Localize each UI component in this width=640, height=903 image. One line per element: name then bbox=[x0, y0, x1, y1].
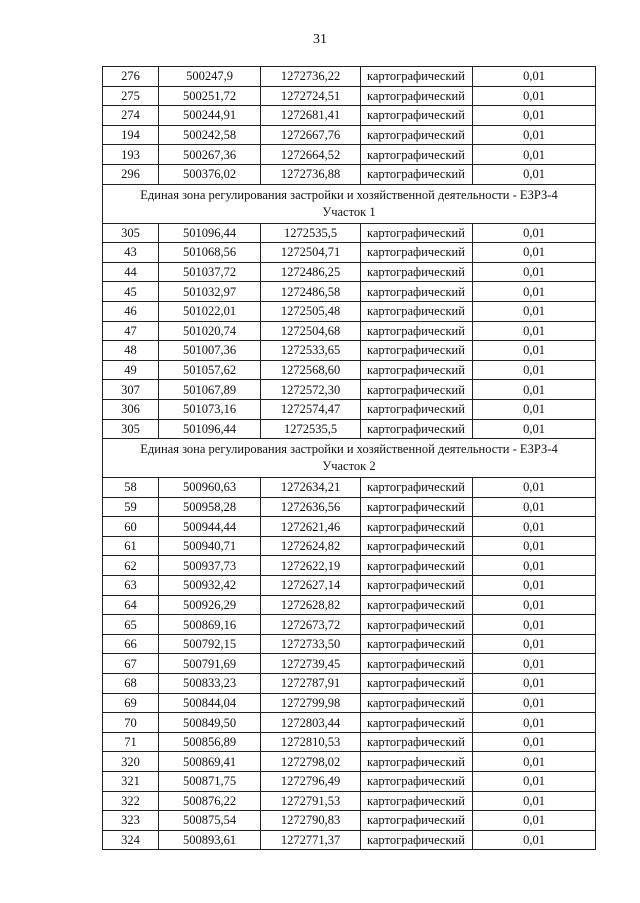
zone-section-cell bbox=[103, 184, 596, 223]
method-cell: картографический bbox=[361, 360, 473, 380]
method-cell: картографический bbox=[361, 282, 473, 302]
point-number-cell: 323 bbox=[103, 811, 159, 831]
method-cell: картографический bbox=[361, 243, 473, 263]
table-row bbox=[103, 615, 596, 635]
method-cell: картографический bbox=[361, 615, 473, 635]
accuracy-cell: 0,01 bbox=[473, 86, 596, 106]
table-row bbox=[103, 772, 596, 792]
zone-title: Единая зона регулирования застройки и хозяйственной деятельности - ЕЗРЗ-4 bbox=[140, 442, 558, 457]
coordinate-y-cell: 1272621,46 bbox=[261, 517, 361, 537]
point-number-cell: 48 bbox=[103, 341, 159, 361]
method-cell: картографический bbox=[361, 517, 473, 537]
table-row bbox=[103, 693, 596, 713]
accuracy-cell: 0,01 bbox=[473, 419, 596, 439]
coordinate-x-cell: 500869,41 bbox=[159, 752, 261, 772]
table-row bbox=[103, 164, 596, 184]
coordinate-x-cell: 500869,16 bbox=[159, 615, 261, 635]
accuracy-cell: 0,01 bbox=[473, 67, 596, 87]
point-number-cell: 60 bbox=[103, 517, 159, 537]
accuracy-cell: 0,01 bbox=[473, 654, 596, 674]
point-number-cell: 274 bbox=[103, 106, 159, 126]
coordinate-x-cell: 500893,61 bbox=[159, 830, 261, 850]
accuracy-cell: 0,01 bbox=[473, 752, 596, 772]
point-number-cell: 67 bbox=[103, 654, 159, 674]
coordinate-x-cell: 501067,89 bbox=[159, 380, 261, 400]
coordinate-x-cell: 501037,72 bbox=[159, 262, 261, 282]
coordinate-x-cell: 500251,72 bbox=[159, 86, 261, 106]
accuracy-cell: 0,01 bbox=[473, 497, 596, 517]
coordinate-y-cell: 1272533,65 bbox=[261, 341, 361, 361]
table-row bbox=[103, 380, 596, 400]
method-cell: картографический bbox=[361, 576, 473, 596]
coordinates-table-body bbox=[103, 67, 596, 850]
coordinate-y-cell: 1272771,37 bbox=[261, 830, 361, 850]
coordinate-x-cell: 500849,50 bbox=[159, 713, 261, 733]
coordinate-x-cell: 500876,22 bbox=[159, 791, 261, 811]
method-cell: картографический bbox=[361, 772, 473, 792]
coordinate-x-cell: 501073,16 bbox=[159, 399, 261, 419]
point-number-cell: 68 bbox=[103, 674, 159, 694]
table-row bbox=[103, 830, 596, 850]
method-cell: картографический bbox=[361, 595, 473, 615]
accuracy-cell: 0,01 bbox=[473, 321, 596, 341]
accuracy-cell: 0,01 bbox=[473, 164, 596, 184]
table-row bbox=[103, 576, 596, 596]
coordinate-x-cell: 500844,04 bbox=[159, 693, 261, 713]
method-cell: картографический bbox=[361, 106, 473, 126]
coordinate-y-cell: 1272791,53 bbox=[261, 791, 361, 811]
accuracy-cell: 0,01 bbox=[473, 595, 596, 615]
table-row bbox=[103, 811, 596, 831]
method-cell: картографический bbox=[361, 341, 473, 361]
method-cell: картографический bbox=[361, 497, 473, 517]
table-row bbox=[103, 341, 596, 361]
coordinate-y-cell: 1272572,30 bbox=[261, 380, 361, 400]
coordinate-x-cell: 500376,02 bbox=[159, 164, 261, 184]
coordinate-y-cell: 1272790,83 bbox=[261, 811, 361, 831]
method-cell: картографический bbox=[361, 732, 473, 752]
accuracy-cell: 0,01 bbox=[473, 341, 596, 361]
method-cell: картографический bbox=[361, 125, 473, 145]
point-number-cell: 45 bbox=[103, 282, 159, 302]
coordinate-x-cell: 500871,75 bbox=[159, 772, 261, 792]
table-row bbox=[103, 223, 596, 243]
table-row bbox=[103, 301, 596, 321]
method-cell: картографический bbox=[361, 830, 473, 850]
method-cell: картографический bbox=[361, 791, 473, 811]
accuracy-cell: 0,01 bbox=[473, 713, 596, 733]
coordinate-y-cell: 1272810,53 bbox=[261, 732, 361, 752]
coordinate-y-cell: 1272505,48 bbox=[261, 301, 361, 321]
point-number-cell: 61 bbox=[103, 536, 159, 556]
zone-section-header bbox=[103, 439, 596, 478]
coordinate-x-cell: 501096,44 bbox=[159, 419, 261, 439]
coordinate-y-cell: 1272568,60 bbox=[261, 360, 361, 380]
point-number-cell: 307 bbox=[103, 380, 159, 400]
accuracy-cell: 0,01 bbox=[473, 106, 596, 126]
coordinate-y-cell: 1272667,76 bbox=[261, 125, 361, 145]
coordinate-y-cell: 1272798,02 bbox=[261, 752, 361, 772]
coordinate-y-cell: 1272681,41 bbox=[261, 106, 361, 126]
coordinate-y-cell: 1272736,88 bbox=[261, 164, 361, 184]
point-number-cell: 71 bbox=[103, 732, 159, 752]
table-row bbox=[103, 243, 596, 263]
point-number-cell: 296 bbox=[103, 164, 159, 184]
point-number-cell: 65 bbox=[103, 615, 159, 635]
accuracy-cell: 0,01 bbox=[473, 634, 596, 654]
point-number-cell: 322 bbox=[103, 791, 159, 811]
table-row bbox=[103, 86, 596, 106]
point-number-cell: 63 bbox=[103, 576, 159, 596]
method-cell: картографический bbox=[361, 301, 473, 321]
coordinate-x-cell: 500932,42 bbox=[159, 576, 261, 596]
coordinate-y-cell: 1272796,49 bbox=[261, 772, 361, 792]
point-number-cell: 69 bbox=[103, 693, 159, 713]
accuracy-cell: 0,01 bbox=[473, 517, 596, 537]
table-row bbox=[103, 145, 596, 165]
table-row bbox=[103, 321, 596, 341]
coordinate-y-cell: 1272636,56 bbox=[261, 497, 361, 517]
method-cell: картографический bbox=[361, 223, 473, 243]
point-number-cell: 305 bbox=[103, 223, 159, 243]
coordinate-x-cell: 500937,73 bbox=[159, 556, 261, 576]
table-row bbox=[103, 399, 596, 419]
table-row bbox=[103, 478, 596, 498]
accuracy-cell: 0,01 bbox=[473, 282, 596, 302]
coordinate-x-cell: 501007,36 bbox=[159, 341, 261, 361]
point-number-cell: 66 bbox=[103, 634, 159, 654]
method-cell: картографический bbox=[361, 811, 473, 831]
coordinate-x-cell: 500244,91 bbox=[159, 106, 261, 126]
point-number-cell: 49 bbox=[103, 360, 159, 380]
accuracy-cell: 0,01 bbox=[473, 145, 596, 165]
coordinate-y-cell: 1272664,52 bbox=[261, 145, 361, 165]
table-row bbox=[103, 262, 596, 282]
coordinate-y-cell: 1272535,5 bbox=[261, 419, 361, 439]
accuracy-cell: 0,01 bbox=[473, 223, 596, 243]
method-cell: картографический bbox=[361, 145, 473, 165]
table-row bbox=[103, 791, 596, 811]
point-number-cell: 46 bbox=[103, 301, 159, 321]
coordinate-x-cell: 500247,9 bbox=[159, 67, 261, 87]
accuracy-cell: 0,01 bbox=[473, 830, 596, 850]
table-row bbox=[103, 752, 596, 772]
table-row bbox=[103, 67, 596, 87]
method-cell: картографический bbox=[361, 654, 473, 674]
method-cell: картографический bbox=[361, 634, 473, 654]
accuracy-cell: 0,01 bbox=[473, 125, 596, 145]
table-row bbox=[103, 360, 596, 380]
coordinate-y-cell: 1272739,45 bbox=[261, 654, 361, 674]
coordinate-x-cell: 501096,44 bbox=[159, 223, 261, 243]
zone-section-cell bbox=[103, 439, 596, 478]
coordinate-x-cell: 500791,69 bbox=[159, 654, 261, 674]
coordinate-x-cell: 501022,01 bbox=[159, 301, 261, 321]
method-cell: картографический bbox=[361, 380, 473, 400]
coordinate-y-cell: 1272574,47 bbox=[261, 399, 361, 419]
method-cell: картографический bbox=[361, 536, 473, 556]
coordinate-x-cell: 500958,28 bbox=[159, 497, 261, 517]
coordinate-x-cell: 500960,63 bbox=[159, 478, 261, 498]
coordinate-x-cell: 500856,89 bbox=[159, 732, 261, 752]
table-row bbox=[103, 517, 596, 537]
accuracy-cell: 0,01 bbox=[473, 360, 596, 380]
accuracy-cell: 0,01 bbox=[473, 615, 596, 635]
coordinate-x-cell: 501032,97 bbox=[159, 282, 261, 302]
method-cell: картографический bbox=[361, 674, 473, 694]
table-row bbox=[103, 282, 596, 302]
coordinate-x-cell: 500875,54 bbox=[159, 811, 261, 831]
accuracy-cell: 0,01 bbox=[473, 262, 596, 282]
point-number-cell: 275 bbox=[103, 86, 159, 106]
point-number-cell: 305 bbox=[103, 419, 159, 439]
accuracy-cell: 0,01 bbox=[473, 380, 596, 400]
point-number-cell: 44 bbox=[103, 262, 159, 282]
coordinate-x-cell: 500833,23 bbox=[159, 674, 261, 694]
table-row bbox=[103, 556, 596, 576]
method-cell: картографический bbox=[361, 752, 473, 772]
point-number-cell: 193 bbox=[103, 145, 159, 165]
coordinate-x-cell: 500792,15 bbox=[159, 634, 261, 654]
coordinate-y-cell: 1272486,25 bbox=[261, 262, 361, 282]
zone-section-title: Участок 1 bbox=[322, 204, 376, 219]
table-row bbox=[103, 654, 596, 674]
point-number-cell: 47 bbox=[103, 321, 159, 341]
method-cell: картографический bbox=[361, 419, 473, 439]
point-number-cell: 276 bbox=[103, 67, 159, 87]
point-number-cell: 306 bbox=[103, 399, 159, 419]
accuracy-cell: 0,01 bbox=[473, 674, 596, 694]
coordinate-y-cell: 1272787,91 bbox=[261, 674, 361, 694]
coordinate-y-cell: 1272634,21 bbox=[261, 478, 361, 498]
coordinates-table bbox=[102, 66, 596, 850]
coordinate-y-cell: 1272673,72 bbox=[261, 615, 361, 635]
coordinate-y-cell: 1272628,82 bbox=[261, 595, 361, 615]
method-cell: картографический bbox=[361, 478, 473, 498]
coordinate-y-cell: 1272736,22 bbox=[261, 67, 361, 87]
point-number-cell: 62 bbox=[103, 556, 159, 576]
table-row bbox=[103, 713, 596, 733]
coordinate-x-cell: 500242,58 bbox=[159, 125, 261, 145]
method-cell: картографический bbox=[361, 262, 473, 282]
accuracy-cell: 0,01 bbox=[473, 243, 596, 263]
page-number: 31 bbox=[313, 32, 327, 47]
coordinate-y-cell: 1272803,44 bbox=[261, 713, 361, 733]
accuracy-cell: 0,01 bbox=[473, 556, 596, 576]
zone-section-title: Участок 2 bbox=[322, 459, 376, 474]
method-cell: картографический bbox=[361, 556, 473, 576]
zone-section-header bbox=[103, 184, 596, 223]
accuracy-cell: 0,01 bbox=[473, 693, 596, 713]
point-number-cell: 321 bbox=[103, 772, 159, 792]
coordinate-x-cell: 501057,62 bbox=[159, 360, 261, 380]
table-row bbox=[103, 674, 596, 694]
zone-title: Единая зона регулирования застройки и хозяйственной деятельности - ЕЗРЗ-4 bbox=[140, 187, 558, 202]
accuracy-cell: 0,01 bbox=[473, 791, 596, 811]
coordinate-y-cell: 1272504,71 bbox=[261, 243, 361, 263]
table-row bbox=[103, 732, 596, 752]
coordinate-y-cell: 1272624,82 bbox=[261, 536, 361, 556]
point-number-cell: 194 bbox=[103, 125, 159, 145]
coordinate-x-cell: 501020,74 bbox=[159, 321, 261, 341]
method-cell: картографический bbox=[361, 713, 473, 733]
table-row bbox=[103, 125, 596, 145]
point-number-cell: 320 bbox=[103, 752, 159, 772]
method-cell: картографический bbox=[361, 693, 473, 713]
coordinate-x-cell: 500926,29 bbox=[159, 595, 261, 615]
method-cell: картографический bbox=[361, 321, 473, 341]
accuracy-cell: 0,01 bbox=[473, 772, 596, 792]
method-cell: картографический bbox=[361, 164, 473, 184]
point-number-cell: 43 bbox=[103, 243, 159, 263]
point-number-cell: 70 bbox=[103, 713, 159, 733]
coordinate-x-cell: 500944,44 bbox=[159, 517, 261, 537]
accuracy-cell: 0,01 bbox=[473, 478, 596, 498]
table-row bbox=[103, 497, 596, 517]
coordinate-y-cell: 1272627,14 bbox=[261, 576, 361, 596]
table-row bbox=[103, 595, 596, 615]
accuracy-cell: 0,01 bbox=[473, 399, 596, 419]
table-row bbox=[103, 536, 596, 556]
coordinate-x-cell: 500940,71 bbox=[159, 536, 261, 556]
method-cell: картографический bbox=[361, 399, 473, 419]
coordinate-x-cell: 500267,36 bbox=[159, 145, 261, 165]
point-number-cell: 58 bbox=[103, 478, 159, 498]
table-row bbox=[103, 106, 596, 126]
coordinate-y-cell: 1272733,50 bbox=[261, 634, 361, 654]
table-row bbox=[103, 634, 596, 654]
point-number-cell: 59 bbox=[103, 497, 159, 517]
accuracy-cell: 0,01 bbox=[473, 301, 596, 321]
method-cell: картографический bbox=[361, 67, 473, 87]
point-number-cell: 324 bbox=[103, 830, 159, 850]
coordinate-y-cell: 1272799,98 bbox=[261, 693, 361, 713]
coordinate-x-cell: 501068,56 bbox=[159, 243, 261, 263]
accuracy-cell: 0,01 bbox=[473, 732, 596, 752]
coordinate-y-cell: 1272486,58 bbox=[261, 282, 361, 302]
coordinate-y-cell: 1272724,51 bbox=[261, 86, 361, 106]
accuracy-cell: 0,01 bbox=[473, 811, 596, 831]
point-number-cell: 64 bbox=[103, 595, 159, 615]
coordinate-y-cell: 1272535,5 bbox=[261, 223, 361, 243]
accuracy-cell: 0,01 bbox=[473, 536, 596, 556]
method-cell: картографический bbox=[361, 86, 473, 106]
coordinate-y-cell: 1272504,68 bbox=[261, 321, 361, 341]
accuracy-cell: 0,01 bbox=[473, 576, 596, 596]
coordinate-y-cell: 1272622,19 bbox=[261, 556, 361, 576]
table-row bbox=[103, 419, 596, 439]
